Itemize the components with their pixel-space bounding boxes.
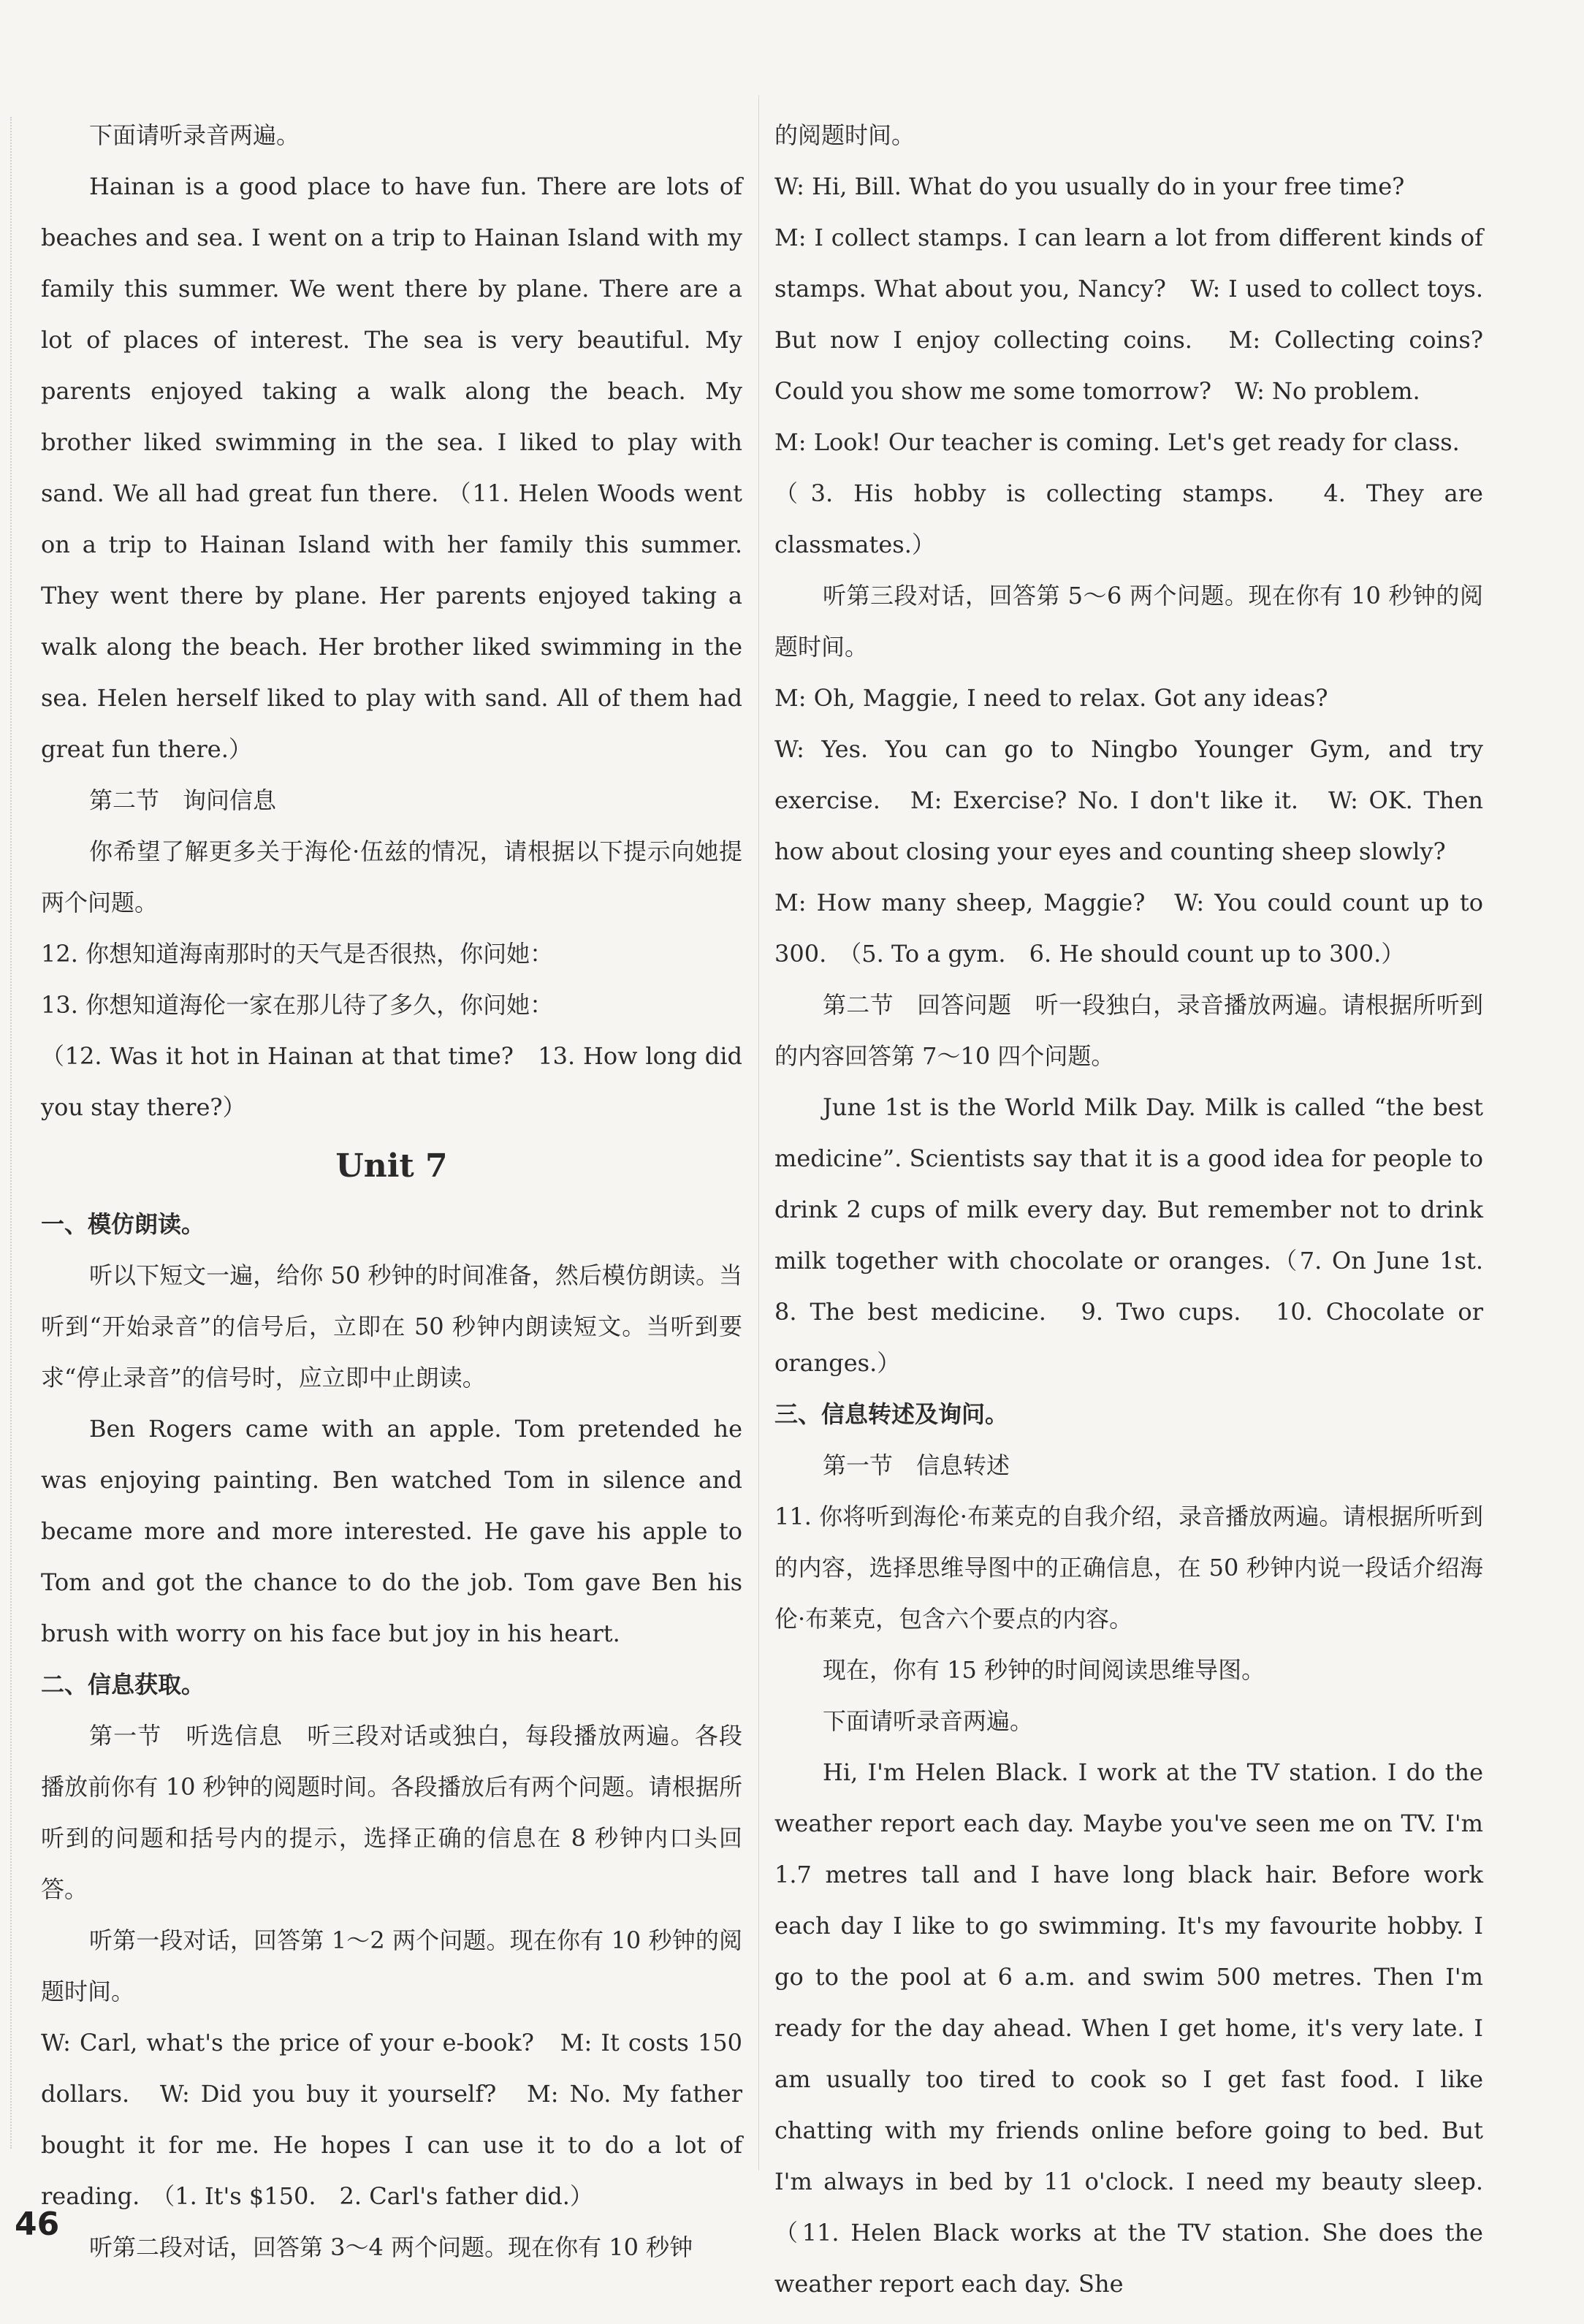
listening-instruction: 下面请听录音两遍。 [89, 121, 300, 149]
mind-map-instruction: 现在，你有 15 秒钟的时间阅读思维导图。 [823, 1656, 1265, 1684]
section-heading-ask-info: 第二节 询问信息 [89, 786, 277, 814]
helen-black-passage: Hi, I'm Helen Black. I work at the TV station. I do the weather report each day. Maybe you've seen me on TV. I'm 1.7 metres tall and I have long black hair. Before work each day I like to go swimming. It's my favourite hobby. I go to the pool at 6 a.m. and swim 500 metres. Then I'm ready for the day ahead. When I get home, it's very late. I am usually too tired to cook so I get fast food. I like chatting with my friends online before going to bed. But I'm always in bed by 11 o'clock. I need my beauty sleep.（11. Helen Black works at the TV station. She does the weather report each day. She [774, 1758, 1483, 2298]
dialogue-3-instruction: 听第三段对话，回答第 5～6 两个问题。现在你有 10 秒钟的阅题时间。 [774, 582, 1483, 661]
section-heading-retell: 第一节 信息转述 [823, 1451, 1010, 1479]
ben-rogers-passage: Ben Rogers came with an apple. Tom pretended he was enjoying painting. Ben watched Tom in silence and became more and more interested. He gave his apple to Tom and got the chance to do the job. Tom gave Ben his brush with worry on his face but joy in his heart. [41, 1415, 742, 1647]
right-column [774, 110, 1507, 2309]
dialogue-3-line-2: W: Yes. You can go to Ningbo Younger Gym, and try exercise. M: Exercise? No. I don't like it. W: OK. Then how about closing your eyes and counting sheep slowly? [774, 735, 1483, 865]
milk-day-passage: June 1st is the World Milk Day. Milk is called “the best medicine”. Scientists say that it is a good idea for people to drink 2 cups of milk every day. But remember not to drink milk together with chocolate or oranges.（7. On June 1st. 8. The best medicine. 9. Two cups. 10. Chocolate or oranges.） [774, 1093, 1507, 1377]
ask-info-instruction: 你希望了解更多关于海伦·伍兹的情况，请根据以下提示向她提两个问题。 [41, 838, 742, 916]
hainan-passage: Hainan is a good place to have fun. There are lots of beaches and sea. I went on a trip to Hainan Island with my family this summer. We went there by plane. There are a lot of places of interest. The sea is very beautiful. My parents enjoyed taking a walk along the beach. My brother liked swimming in the sea. I liked to play with sand. We all had great fun there. （11. Helen Woods went on a trip to Hainan Island with her family this summer. They went there by plane. Her parents enjoyed taking a walk along the beach. Her brother liked swimming in the sea. Helen herself liked to play with sand. All of them had great fun there.） [41, 172, 742, 763]
dialogue-3-line-3: M: How many sheep, Maggie? W: You could count up to 300. （5. To a gym. 6. He should count up to 300.） [774, 889, 1483, 968]
dialogue-2-instruction: 听第二段对话，回答第 3～4 两个问题。现在你有 10 秒钟 [89, 2233, 693, 2261]
dialogue-1-text: W: Carl, what's the price of your e-book? M: It costs 150 dollars. W: Did you buy it yourself? M: No. My father bought it for me. He hopes I can use it to do a lot of reading. （1. It's $150. 2. Carl's father did.） [41, 2029, 742, 2210]
question-12: 12. 你想知道海南那时的天气是否很热，你问她： [41, 940, 554, 968]
answers-12-13: （12. Was it hot in Hainan at that time? 13. How long did you stay there?） [41, 1042, 742, 1121]
dialogue-2-line-1: W: Hi, Bill. What do you usually do in your free time? [774, 172, 1405, 200]
left-column [41, 110, 742, 2273]
binding-margin-line [10, 117, 12, 2149]
listen-select-instruction: 第一节 听选信息 听三段对话或独白，每段播放两遍。各段播放前你有 10 秒钟的阅题时间。各段播放后有两个问题。请根据所听到的问题和括号内的提示，选择正确的信息在 8 秒钟内口头回答。 [41, 1722, 742, 1903]
part-heading-info-gathering: 二、信息获取。 [41, 1671, 205, 1698]
unit-title: Unit 7 [335, 1147, 448, 1185]
dialogue-2-instruction-cont: 的阅题时间。 [774, 121, 915, 149]
part-heading-info-retell: 三、信息转述及询问。 [774, 1400, 1009, 1428]
page-number: 46 [15, 2206, 60, 2243]
dialogue-1-instruction: 听第一段对话，回答第 1～2 两个问题。现在你有 10 秒钟的阅题时间。 [41, 1926, 742, 2005]
dialogue-2-line-3: M: Look! Our teacher is coming. Let's get ready for class. [774, 428, 1460, 456]
imitate-reading-instruction: 听以下短文一遍，给你 50 秒钟的时间准备，然后模仿朗读。当听到“开始录音”的信号后，立即在 50 秒钟内朗读短文。当听到要求“停止录音”的信号时，应立即中止朗读。 [41, 1261, 742, 1391]
column-divider [758, 95, 759, 2171]
listen-twice-instruction: 下面请听录音两遍。 [823, 1707, 1034, 1735]
answer-questions-instruction: 第二节 回答问题 听一段独白，录音播放两遍。请根据所听到的内容回答第 7～10 四个问题。 [774, 991, 1483, 1070]
question-11-instruction: 11. 你将听到海伦·布莱克的自我介绍，录音播放两遍。请根据所听到的内容，选择思维导图中的正确信息，在 50 秒钟内说一段话介绍海伦·布莱克，包含六个要点的内容。 [774, 1503, 1483, 1633]
answers-3-4: （3. His hobby is collecting stamps. 4. They are classmates.） [774, 479, 1483, 558]
question-13: 13. 你想知道海伦一家在那儿待了多久，你问她： [41, 991, 554, 1019]
part-heading-imitate-reading: 一、模仿朗读。 [41, 1210, 205, 1238]
dialogue-3-line-1: M: Oh, Maggie, I need to relax. Got any ideas? [774, 684, 1328, 712]
dialogue-2-line-2: M: I collect stamps. I can learn a lot from different kinds of stamps. What about you, Nancy? W: I used to collect toys. But now I enjoy collecting coins. M: Collecting coins? Could you show me some tomorrow? W: No problem. [774, 224, 1483, 405]
